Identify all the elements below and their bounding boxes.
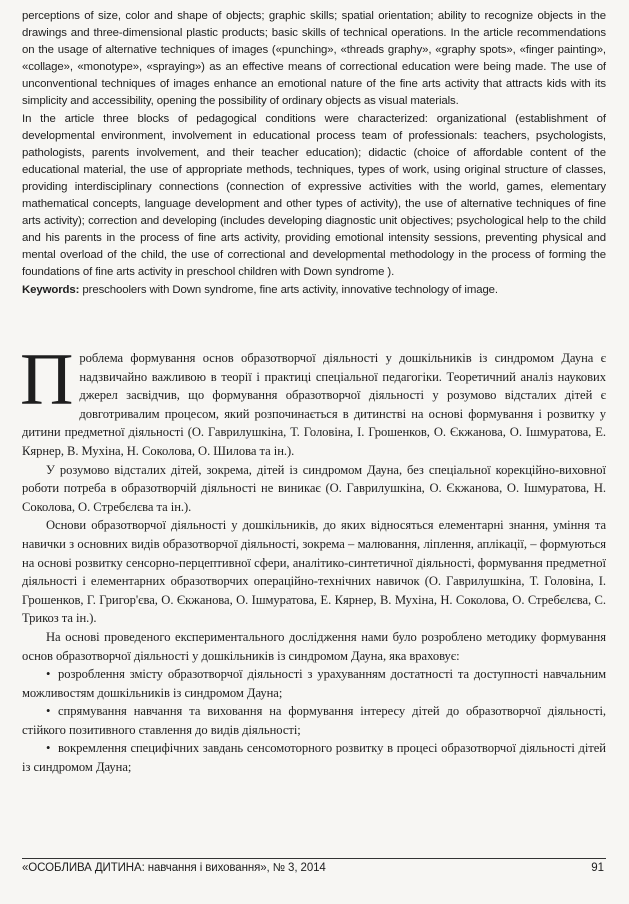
list-item-text: розроблення змісту образотворчої діяльності з урахуванням достатності та доступності навчальним можливостям дошкільників із синдромом Дауна;: [22, 667, 606, 700]
abstract-paragraph: perceptions of size, color and shape of objects; graphic skills; spatial orientation; ability to recognize objects in the drawings and three-dimensional plastic products; basic skills of technical operations. In the article recommendations on the usage of alternative techniques of images («punching», «threads graphy», «graphy spots», «finger painting», «collage», «monotype», «spraying») as an effective means of correctional education were being made. The use of unconventional techniques of images enhance an emotional nature of the fine arts activity that attracts kids with its simplicity and accessibility, opening the possibility of ordinary objects as visual materials.: [22, 10, 606, 108]
body-paragraph-text: роблема формування основ образотворчої діяльності у дошкільників із синдромом Дауна є надзвичайно важливою в теорії і практиці спеціальної педагогіки. Теоретичний аналіз наукових джерел засвідчив, що формування образотворчої діяльності у розумово відсталих дітей є довготривалим процесом, який розпочинається в дитинстві на основі формування і розвитку у дитини предметної діяльності (О. Гаврилушкіна, Т. Головіна, І. Грошенков, О. Єкжанова, О. Ішмуратова, Е. Кярнер, В. Мухіна, Н. Соколова, О. Шилова та ін.).: [22, 351, 606, 458]
list-item: [22, 702, 606, 739]
body-paragraph: На основі проведеного експериментального дослідження нами було розроблено методику формування основ образотворчої діяльності у дошкільників із синдромом Дауна, яка враховує:: [22, 629, 606, 663]
article-body: [20, 339, 606, 777]
method-list: [22, 665, 606, 777]
keywords-label: Keywords:: [22, 283, 80, 296]
footer-divider: [22, 858, 606, 859]
page-number: 91: [591, 862, 604, 874]
abstract-paragraph: In the article three blocks of pedagogical conditions were characterized: organizational (establishment of developmental environment, involvement in educational process team of professionals: teachers, psychologists, pathologists, parents involvement, and their teacher education); didactic (choice of affordable content of the educational material, the use of appropriate methods, techniques, types of work, using original structure of classes, providing interdisciplinary connections (connection of expressive activities with the world, games, elementary mathematical concepts, language development and other types of activity), the use of alternative techniques of fine arts activity); correction and developing (includes developing diagnostic unit objectives; psychological help to the child and his parents in the process of fine arts activity, providing emotional intensity sessions, preventing physical and mental overload of the child, the use of correctional and developmental methodology in the process of forming the foundations of fine arts activity in preschool children with Down syndrome ).: [22, 112, 606, 279]
list-item-text: спрямування навчання та виховання на формування інтересу дітей до образотворчої діяльності, стійкого позитивного ставлення до видів діяльності;: [22, 704, 606, 737]
bullet-icon: •: [46, 741, 51, 756]
keywords-line: [22, 282, 606, 299]
list-item-text: вокремлення специфічних завдань сенсомоторного розвитку в процесі образотворчої діяльності дітей із синдромом Дауна;: [22, 741, 606, 775]
english-abstract: [22, 8, 606, 299]
journal-footer: «ОСОБЛИВА ДИТИНА: навчання і виховання», № 3, 2014: [22, 862, 326, 874]
body-paragraph: У розумово відсталих дітей, зокрема, дітей із синдромом Дауна, без спеціальної корекційно-виховної роботи потреба в образотворчій діяльності не виникає (О. Гаврилушкіна, О. Єкжанова, О. Ішмуратова, Н. Соколова, О. Стребєлєва та ін.).: [22, 462, 606, 514]
list-item: [22, 665, 606, 702]
list-item: [22, 739, 606, 776]
body-paragraph: Основи образотворчої діяльності у дошкільників, до яких відносяться елементарні знання, уміння та навички з основних видів образотворчої діяльності, зокрема – малювання, ліплення, аплікації, – формуються на основі розвитку сенсорно-перцептивної сфери, аналітико-синтетичної діяльності, формування предметної діяльності і елементарних образотворчих операційно-технічних навичок (О. Гаврилушкіна, Т. Головіна, І. Грошенков, Г. Григор'єва, О. Єкжанова, О. Ішмуратова, Е. Кярнер, В. Мухіна, Н. Соколова, О. Стребєлєва, С. Трикоз та ін.).: [22, 518, 606, 626]
body-paragraph: [20, 339, 606, 461]
keywords-text: preschoolers with Down syndrome, fine arts activity, innovative technology of image.: [79, 283, 498, 296]
drop-cap: П: [20, 339, 74, 421]
bullet-icon: •: [46, 704, 51, 719]
bullet-icon: •: [46, 667, 51, 682]
